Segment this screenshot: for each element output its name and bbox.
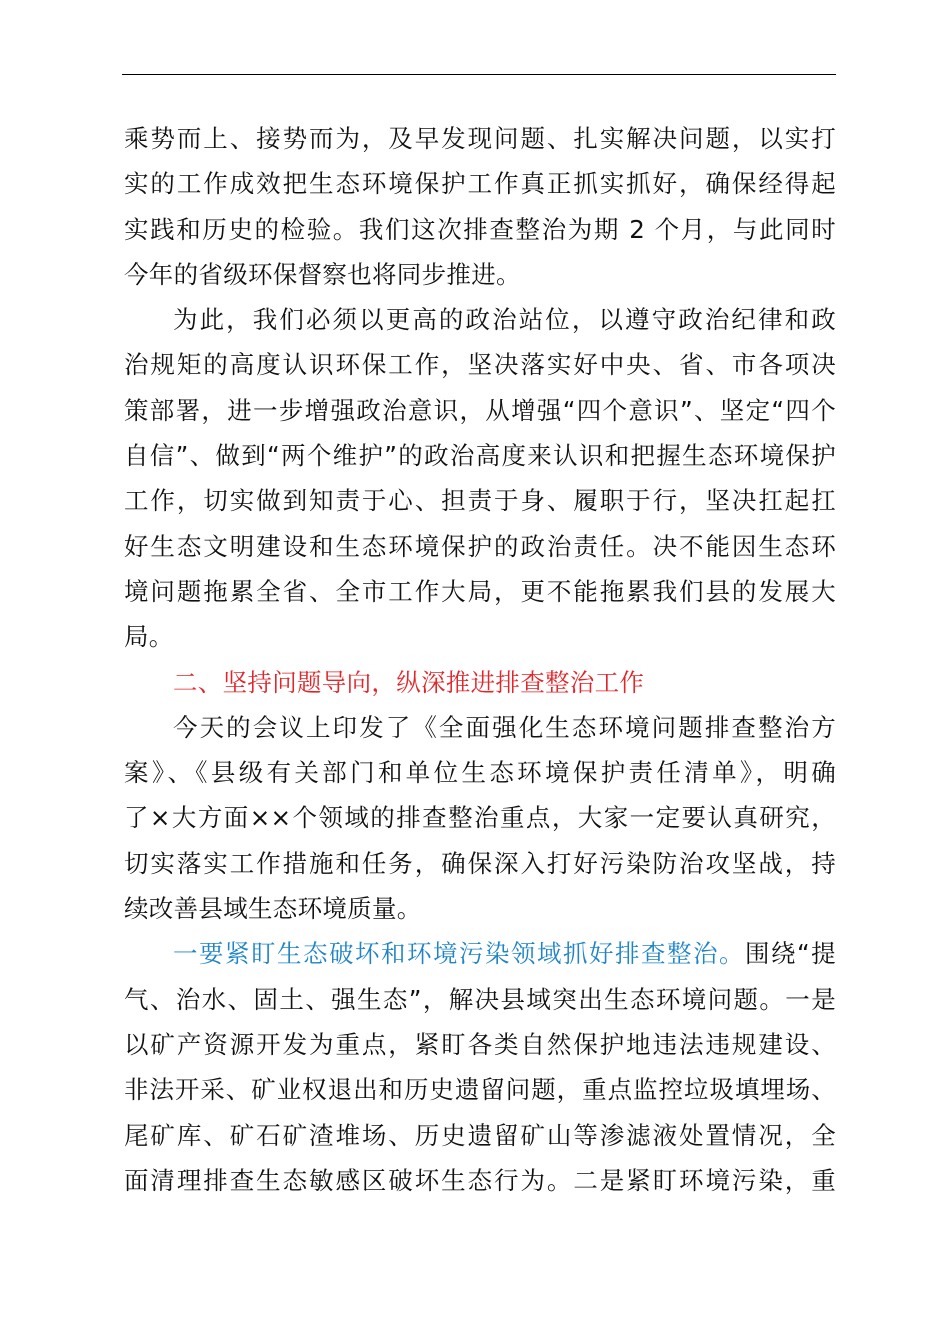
paragraph-line: 面清理排查生态敏感区破坏生态行为。二是紧盯环境污染，重 <box>124 1165 836 1195</box>
paragraph-line: 切实落实工作措施和任务，确保深入打好污染防治攻坚战，持 <box>124 848 836 878</box>
paragraph-line: 尾矿库、矿石矿渣堆场、历史遗留矿山等渗滤液处置情况，全 <box>124 1120 836 1150</box>
paragraph-line: 治规矩的高度认识环保工作，坚决落实好中央、省、市各项决 <box>124 350 836 380</box>
paragraph-line: 了×大方面××个领域的排查整治重点，大家一定要认真研究， <box>124 803 836 833</box>
paragraph-line: 案》、《县级有关部门和单位生态环境保护责任清单》，明确 <box>124 758 836 788</box>
paragraph-line <box>124 931 836 976</box>
paragraph-text: 围绕“提 <box>744 939 836 969</box>
paragraph-line: 自信”、做到“两个维护”的政治高度来认识和把握生态环境保护 <box>124 441 836 471</box>
paragraph-line: 局。 <box>124 622 174 652</box>
paragraph-line: 策部署，进一步增强政治意识，从增强“四个意识”、坚定“四个 <box>124 395 836 425</box>
paragraph-line: 实的工作成效把生态环境保护工作真正抓实抓好，确保经得起 <box>124 169 836 199</box>
header-rule <box>122 74 836 75</box>
paragraph-line: 境问题拖累全省、全市工作大局，更不能拖累我们县的发展大 <box>124 576 836 606</box>
paragraph-line: 非法开采、矿业权退出和历史遗留问题，重点监控垃圾填埋场、 <box>124 1075 836 1105</box>
paragraph-line: 乘势而上、接势而为，及早发现问题、扎实解决问题，以实打 <box>124 124 836 153</box>
document-body <box>124 116 836 1203</box>
paragraph-line: 气、治水、固土、强生态”，解决县域突出生态环境问题。一是 <box>124 984 836 1014</box>
paragraph-line: 好生态文明建设和生态环境保护的政治责任。决不能因生态环 <box>124 531 836 561</box>
paragraph-line: 今年的省级环保督察也将同步推进。 <box>124 259 521 289</box>
paragraph-line: 以矿产资源开发为重点，紧盯各类自然保护地违法违规建设、 <box>124 1029 836 1059</box>
paragraph-line: 续改善县域生态环境质量。 <box>124 894 422 924</box>
paragraph-line: 今天的会议上印发了《全面强化生态环境问题排查整治方 <box>173 712 836 742</box>
paragraph-line: 工作，切实做到知责于心、担责于身、履职于行，坚决扛起扛 <box>124 486 836 516</box>
section-heading: 二、坚持问题导向，纵深推进排查整治工作 <box>173 667 645 697</box>
paragraph-line: 实践和历史的检验。我们这次排查整治为期 2 个月，与此同时 <box>124 214 836 244</box>
paragraph-line: 为此，我们必须以更高的政治站位，以遵守政治纪律和政 <box>173 305 836 335</box>
subheading-highlight: 一要紧盯生态破坏和环境污染领域抓好排查整治。 <box>173 939 745 969</box>
